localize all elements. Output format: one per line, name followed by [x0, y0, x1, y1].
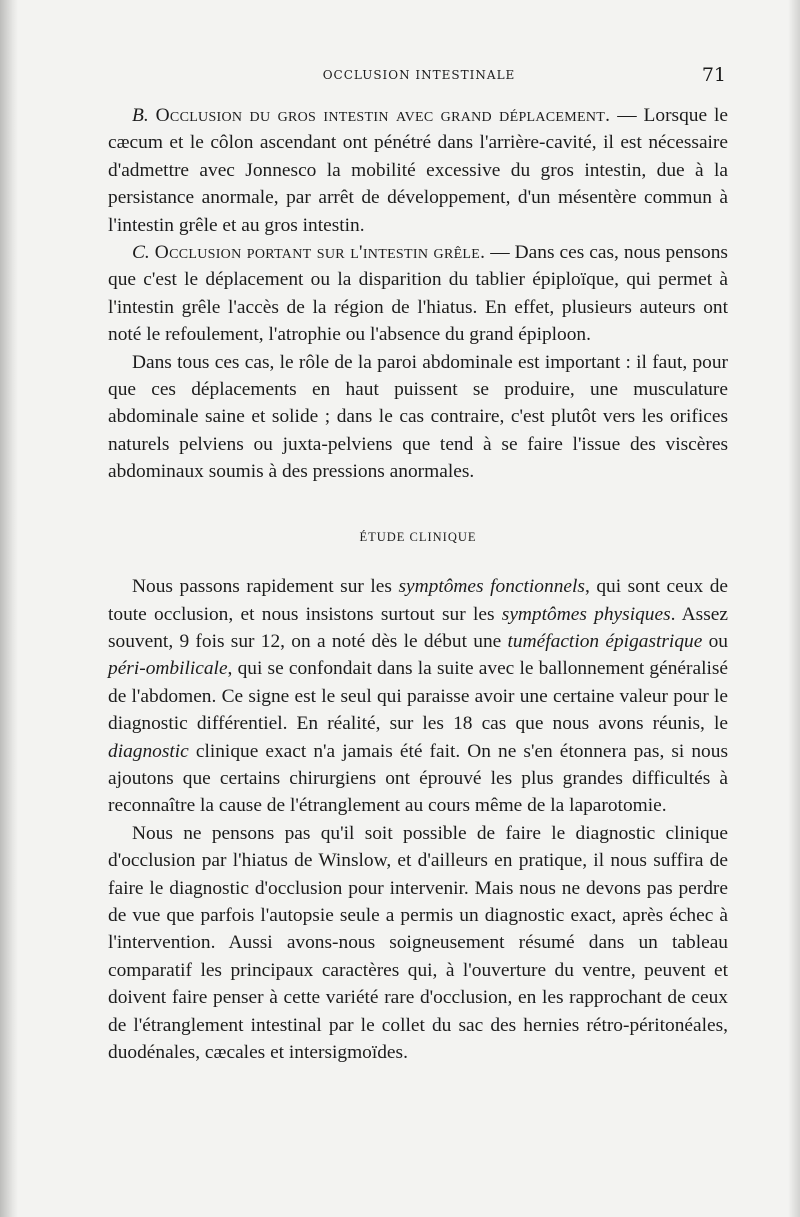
running-head: OCCLUSION INTESTINALE — [322, 68, 516, 82]
paragraph-diagnosis: Nous ne pensons pas qu'il soit possible de faire le diagnostic clinique d'occlusion par l'hiatus de Winslow, et d'ailleurs en pratique, il nous suffira de faire le diagnostic d'occlusion pour intervenir. Mais nous ne devons pas perdre de vue que parfois l'autopsie seule a permis un diagnostic exact, après échec à l'intervention. Aussi avons-nous soigneusement résumé dans un tableau comparatif les principaux caractères qui, à l'ouverture du ventre, peuvent et doivent faire penser à cette variété rare d'occlusion, en les rapprochant de ceux de l'étranglement intestinal par le collet du sac des hernies rétro-péritonéales, duodénales, cæcales et intersigmoïdes. — [108, 822, 728, 1063]
page-header — [110, 64, 728, 94]
paragraph-b-letter: B. — [132, 105, 149, 126]
symptoms-italic-5: diagnostic — [108, 740, 189, 762]
paragraph-b-dash: — — [610, 105, 644, 126]
page-edge-shadow — [788, 0, 800, 1217]
paragraph-wall-role: Dans tous ces cas, le rôle de la paroi abdominale est important : il faut, pour que ces déplacements en haut puissent se produire, une musculature abdominale saine et solide ; dans le cas contraire, c'est plutôt vers les orifices naturels pelviens ou juxta-pelviens que tend à se faire l'issue des viscères abdominaux soumis à des pressions anormales. — [108, 351, 728, 483]
symptoms-italic-1: symptômes fonctionnels — [398, 576, 585, 598]
page-binding-shadow — [0, 0, 18, 1217]
paragraph-c-text: Dans ces cas, nous pensons que c'est le déplacement ou la disparition du tablier épiploïque, qui permet à l'intestin grêle l'accès de la région de l'hiatus. En effet, plusieurs auteurs ont noté le refoulement, l'atrophie ou l'absence du grand épiploon. — [108, 242, 728, 346]
symptoms-text-6: clinique exact n'a jamais été fait. On ne s'en étonnera pas, si nous ajoutons que certains chirurgiens ont éprouvé les plus grandes difficultés à reconnaître la cause de l'étranglement au cours même de la laparotomie. — [108, 740, 728, 817]
symptoms-text-1: Nous passons rapidement sur les — [132, 576, 399, 598]
symptoms-italic-3: tuméfaction épigastrique — [507, 630, 703, 652]
symptoms-text-5: , qui se confondait dans la suite avec le ballonnement généralisé de l'abdomen. Ce signe est le seul qui paraisse avoir une certaine valeur pour le diagnostic différentiel. En réalité, sur les 18 cas que nous avons réunis, le — [108, 658, 728, 735]
paragraph-symptoms — [108, 573, 728, 820]
page-number: 71 — [701, 64, 726, 86]
paragraph-b-text: Lorsque le cæcum et le côlon ascendant ont pénétré dans l'arrière-cavité, il est nécessaire d'admettre avec Jonnesco la mobilité excessive du gros intestin, due à la persistance anormale, par arrêt de développement, d'un mésentère commun à l'intestin grêle et au gros intestin. — [108, 105, 728, 236]
paragraph-b-heading: Occlusion du gros intestin avec grand déplacement. — [155, 105, 611, 126]
symptoms-text-2: , qui sont ceux de toute occlusion, et nous insistons surtout sur les — [108, 576, 729, 625]
paragraph-b — [108, 102, 728, 239]
paragraph-c-heading: Occlusion portant sur l'intestin grêle. — [154, 242, 486, 264]
body-text — [108, 102, 728, 1066]
paragraph-c — [108, 239, 728, 349]
paragraph-c-letter: C. — [132, 242, 150, 264]
paragraph-c-dash: — — [485, 242, 515, 264]
symptoms-italic-4: péri-ombilicale — [108, 658, 228, 680]
section-title: ÉTUDE CLINIQUE — [359, 529, 477, 544]
symptoms-italic-2: symptômes physiques — [501, 603, 671, 625]
symptoms-text-4: ou — [702, 630, 728, 652]
symptoms-text-3: . Assez souvent, 9 fois sur 12, on a noté dès le début une — [108, 603, 728, 652]
